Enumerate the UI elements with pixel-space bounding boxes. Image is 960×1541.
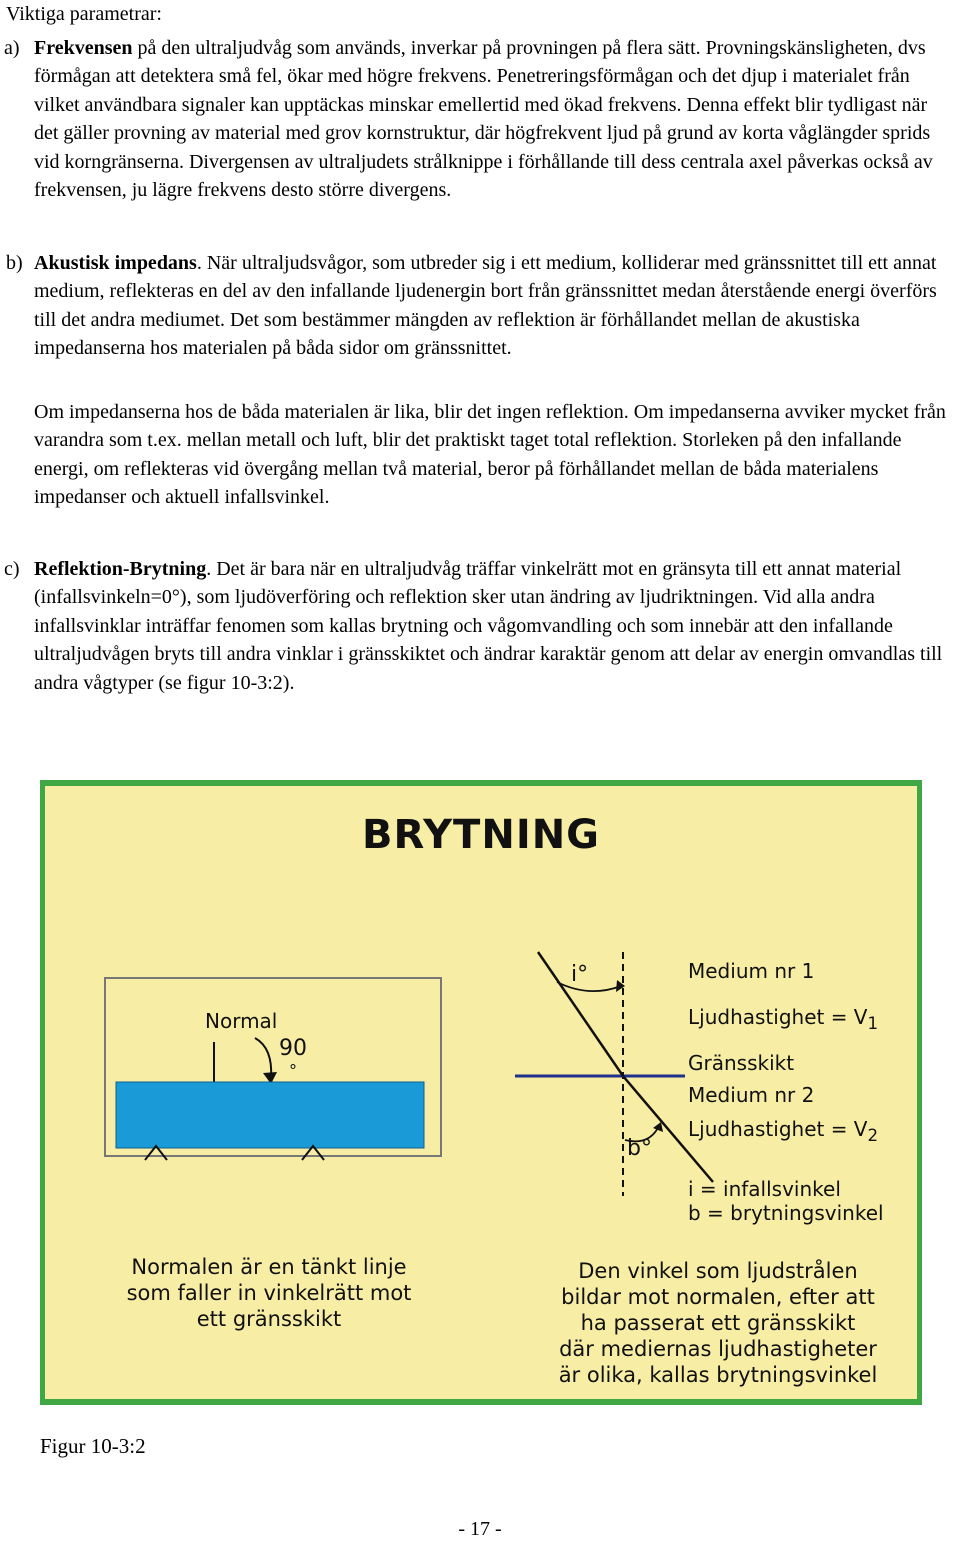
section-b-term: Akustisk impedans — [34, 252, 197, 274]
note-left: Normalen är en tänkt linje som faller in vinkelrätt mot ett gränsskikt — [126, 1255, 412, 1331]
medium-1-label: Medium nr 1 — [688, 959, 815, 983]
angle-90-label: 90 — [279, 1036, 307, 1061]
speed-1-label: Ljudhastighet = $V_1$ — [688, 1005, 879, 1033]
figure-panel — [45, 786, 917, 1399]
refraction-figure — [40, 780, 922, 1405]
note-right: Den vinkel som ljudstrålen bildar mot normalen, efter att ha passerat ett gränsskikt där mediernas ljudhastigheter är olika, kallas brytningsvinkel — [558, 1259, 878, 1387]
speed-2-label: Ljudhastighet = $V_2$ — [688, 1117, 879, 1145]
section-b-paragraph-2: Om impedanserna hos de båda materialen är lika, blir det ingen reflektion. Om impedanserna avviker mycket från varandra som t.ex. mellan metall och luft, blir det praktiskt taget total reflektion. Storleken på den infallande energi, om reflekteras vid övergång mellan två material, beror på förhållandet mellan de båda materialens impedanser och aktuell infallsvinkel. — [34, 401, 946, 509]
angle-i-label: i° — [571, 962, 589, 987]
angle-i-arc — [557, 982, 621, 991]
material-block — [116, 1082, 424, 1148]
section-a — [4, 34, 954, 204]
angle-90-unit: ° — [289, 1061, 297, 1080]
section-b-marker: b) — [6, 252, 23, 274]
angle-b-arrowhead — [653, 1122, 663, 1132]
interface-label: Gränsskikt — [688, 1051, 795, 1075]
figure-title: BRYTNING — [361, 812, 601, 858]
medium-2-label: Medium nr 2 — [688, 1083, 815, 1107]
angle-b-label: b° — [627, 1136, 652, 1161]
section-c-marker: c) — [4, 558, 20, 580]
legend-i: i = infallsvinkel — [688, 1177, 841, 1201]
page-heading: Viktiga parametrar: — [6, 3, 162, 25]
section-c-term: Reflektion-Brytning — [34, 558, 207, 580]
normal-label: Normal — [205, 1009, 278, 1033]
section-c — [4, 555, 954, 697]
legend-b: b = brytningsvinkel — [688, 1201, 884, 1225]
page-number: - 17 - — [458, 1518, 502, 1540]
section-a-term: Frekvensen — [34, 37, 133, 59]
section-a-text: på den ultraljudvåg som används, inverkar på provningen på flera sätt. Provningskänsligheten, dvs förmågan att detektera små fel, ökar med högre frekvens. Penetreringsförmågan och det djup i materialet från vilket användbara signaler kan upptäckas minskar emellertid med ökad frekvens. Denna effekt blir tydligast när det gäller provning av material med grov kornstruktur, där högfrekvent ljud på grund av korta våglängder sprids vid korngränserna. Divergensen av ultraljudets strålknippe i förhållande till dess centrala axel påverkas också av frekvensen, ju lägre frekvens desto större divergens. — [34, 37, 933, 202]
section-c-text: . Det är bara när en ultraljudvåg träffar vinkelrätt mot en gränsyta till ett annat material (infallsvinkeln=0°), som ljudöverföring och reflektion sker utan ändring av ljudriktningen. Vid alla andra infallsvinklar inträffar fenomen som kallas brytning och vågomvandling och som innebär att den infallande ultraljudvågen bryts till andra vinklar i gränsskiktet och ändrar karaktär genom att delar av energin omvandlas till andra vågtyper (se figur 10-3:2). — [34, 558, 943, 694]
section-a-marker: a) — [4, 37, 20, 59]
right-angle-arc — [255, 1038, 271, 1078]
section-b-text: . När ultraljudsvågor, som utbreder sig i ett medium, kolliderar med gränssnittet till ett annat medium, reflekteras en del av den infallande ljudenergin bort från gränssnittet medan återstående energi överförs till det andra mediumet. Det som bestämmer mängden av reflektion är förhållandet mellan de akustiska impedanserna hos materialen på båda sidor om gränssnittet. — [34, 252, 937, 360]
section-b — [6, 249, 954, 363]
figure-caption: Figur 10-3:2 — [40, 1434, 146, 1458]
